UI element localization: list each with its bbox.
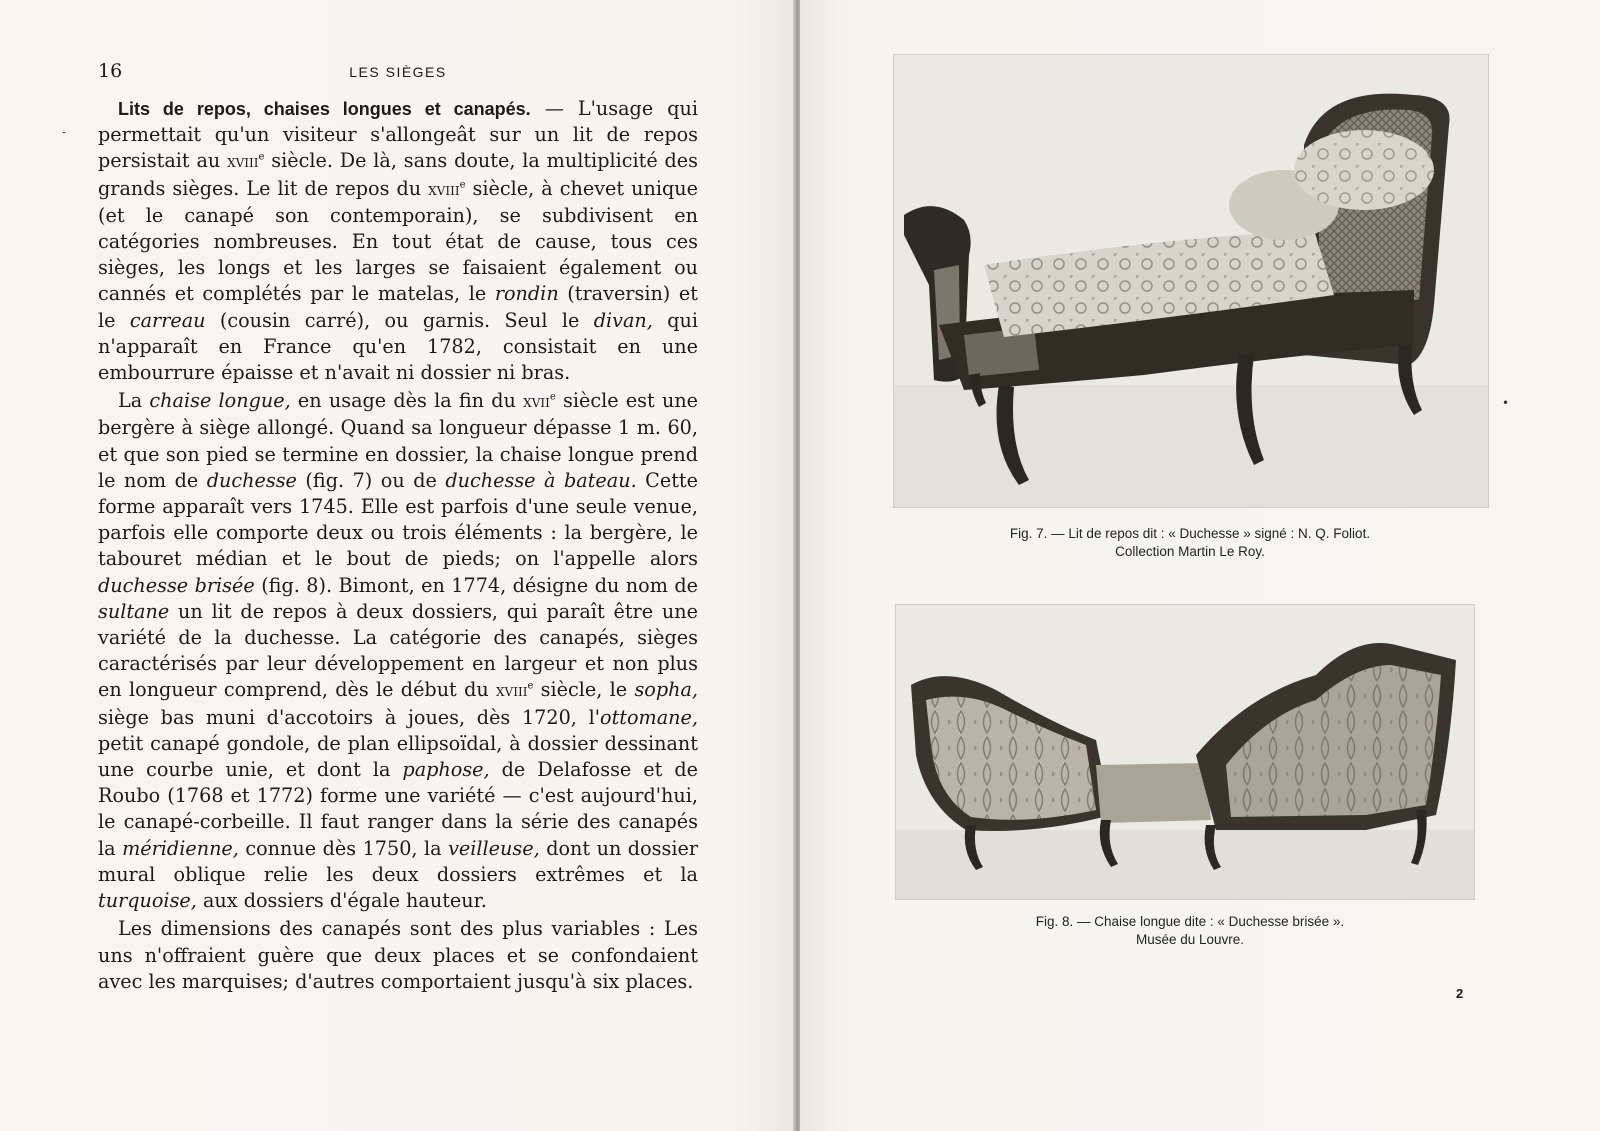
figure-8-caption <box>900 913 1480 949</box>
text-run: — L'usage qui permettait qu'un visiteur s'allongeât sur un lit de repos persistait au <box>98 97 698 173</box>
duchesse-illustration <box>894 55 1488 507</box>
signature-mark: 2 <box>1456 986 1464 1001</box>
figure-7-duchesse-photo <box>893 54 1489 508</box>
italic-term: duchesse brisée <box>98 573 255 597</box>
caption-line: Collection Martin Le Roy. <box>1115 544 1265 559</box>
italic-term: chaise longue, <box>149 389 291 413</box>
century-numeral: xviii <box>496 681 528 702</box>
text-run: petit canapé gondole, de plan ellipsoïdal, à dossier dessinant une courbe unie, et dont la <box>98 731 698 782</box>
italic-term: sopha, <box>634 678 699 702</box>
running-head: LES SIÈGES <box>349 64 447 80</box>
figure-7-caption <box>900 525 1480 561</box>
text-run: (fig. 8). Bimont, en 1774, désigne du nom de <box>254 573 698 597</box>
paragraph-2 <box>98 388 698 914</box>
figure-8-duchesse-brisee-photo <box>895 604 1475 900</box>
italic-term: duchesse à bateau. <box>445 468 637 492</box>
text-run: (cousin carré), ou garnis. Seul le <box>205 308 594 332</box>
text-run: aux dossiers d'égale hauteur. <box>196 889 487 913</box>
century-numeral: xviii <box>227 152 259 173</box>
italic-term: rondin <box>494 282 559 306</box>
italic-term: duchesse <box>206 468 297 492</box>
paragraph-3: Les dimensions des canapés sont des plus variables : Les uns n'offraient guère que deux places et se confondaient avec les marquises; d'autres comportaient jusqu'à six places. <box>98 917 698 993</box>
page-number: 16 <box>98 60 123 82</box>
text-run: La <box>118 389 150 413</box>
text-run: en usage dès la fin du <box>290 389 524 413</box>
superscript: e <box>258 152 265 164</box>
body-text <box>98 96 698 997</box>
text-run: dont un dossier mural oblique relie les deux dossiers extrêmes et la <box>98 836 698 886</box>
century-numeral: xvii <box>523 392 550 413</box>
text-run: Cette forme apparaît vers 1745. Elle est parfois d'une seule venue, parfois elle comporte deux ou trois éléments : la bergère, le tabouret médian et le bout de pieds; on l'appelle alors <box>98 468 698 571</box>
duchesse-brisee-illustration <box>896 605 1474 899</box>
italic-term: carreau <box>129 308 206 332</box>
text-run: de Delafosse et de Roubo (1768 et 1772) forme une variété — c'est aujourd'hui, le canapé-corbeille. Il faut ranger dans la série des canapés la <box>98 758 698 860</box>
italic-term: turquoise, <box>98 889 197 913</box>
century-numeral: xviii <box>428 179 460 200</box>
text-run: (traversin) et le <box>98 282 698 332</box>
italic-term: méridienne, <box>122 836 239 860</box>
text-run: (fig. 7) ou de <box>296 468 446 492</box>
left-page <box>0 0 795 1131</box>
italic-term: divan, <box>593 308 653 332</box>
text-run: siècle est une bergère à siège allongé. Quand sa longueur dépasse 1 m. 60, et que son pied se termine en dossier, la chaise longue prend le nom de <box>98 389 699 492</box>
caption-line: Fig. 7. — Lit de repos dit : « Duchesse » signé : N. Q. Foliot. <box>1009 526 1371 541</box>
text-run: siècle, à chevet unique (et le canapé son contemporain), se subdivisent en catégories nombreuses. En tout état de cause, tous ces sièges, les longs et les larges se faisaient également ou cannés et complétés par le matelas, le <box>98 176 698 306</box>
caption-line: Musée du Louvre. <box>1135 932 1245 947</box>
text-run: qui n'apparaît en France qu'en 1782, consistait en une embourrure épaisse et n'avait ni dossier ni bras. <box>98 308 698 385</box>
text-run: siècle. De là, sans doute, la multiplicité des grands sièges. Le lit de repos du <box>98 149 698 200</box>
text-run: un lit de repos à deux dossiers, qui paraît être une variété de la duchesse. La catégorie des canapés, sièges caractérisés par leur développement en largeur et non plus en longueur comprend, dès le début du <box>98 599 698 702</box>
page-header <box>98 60 698 86</box>
italic-term: veilleuse, <box>448 836 540 860</box>
italic-term: ottomane, <box>600 705 698 729</box>
superscript: e <box>527 681 534 693</box>
text-run: siècle, le <box>533 678 635 702</box>
paragraph-1 <box>98 96 698 386</box>
italic-term: paphose, <box>402 758 490 782</box>
caption-line: Fig. 8. — Chaise longue dite : « Duchesse brisée ». <box>1035 914 1345 929</box>
text-run: connue dès 1750, la <box>238 836 449 860</box>
superscript: e <box>549 391 556 403</box>
italic-term: sultane <box>98 599 170 623</box>
section-heading: Lits de repos, chaises longues et canapés. <box>118 99 531 119</box>
superscript: e <box>459 179 466 191</box>
margin-speck: • <box>1502 396 1510 410</box>
text-run: siège bas muni d'accotoirs à joues, dès 1720, l' <box>98 705 601 729</box>
margin-speck: - <box>62 125 67 139</box>
